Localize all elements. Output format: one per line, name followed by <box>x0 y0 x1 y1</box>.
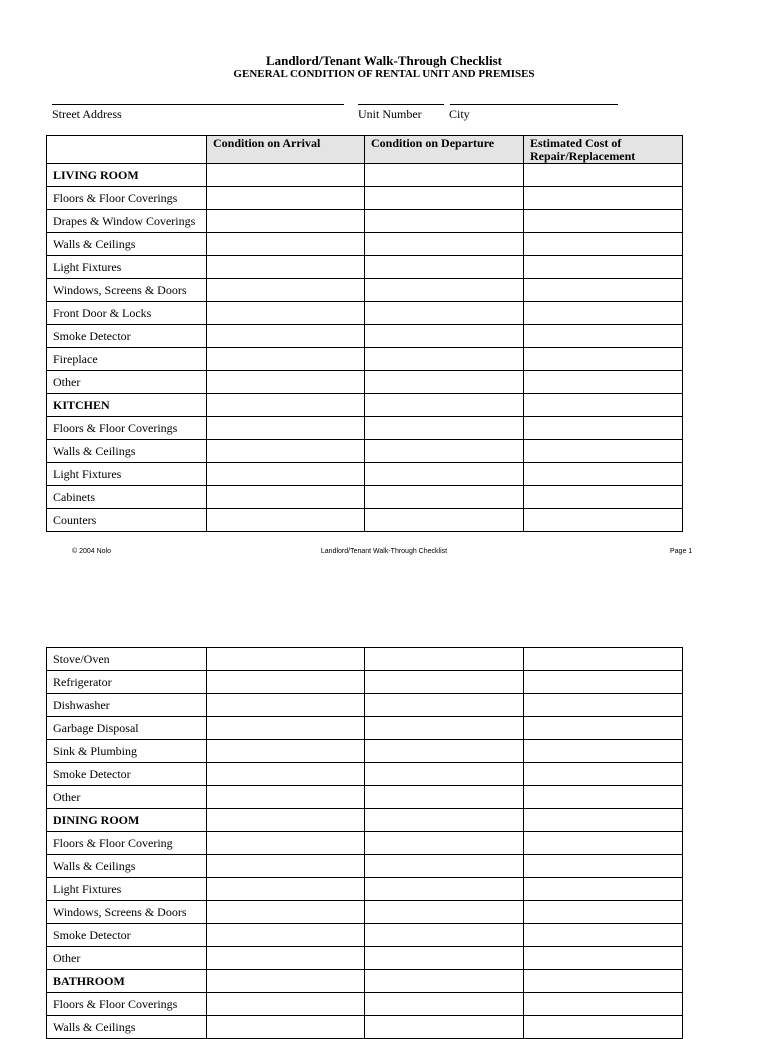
item-label: Floors & Floor Coverings <box>47 417 207 440</box>
estimated-cost-cell[interactable] <box>524 210 683 233</box>
estimated-cost-cell[interactable] <box>524 164 683 187</box>
header-room-cell <box>47 136 207 164</box>
table-row <box>47 924 683 947</box>
city-label: City <box>449 107 470 121</box>
section-row <box>47 809 683 832</box>
condition-arrival-cell[interactable] <box>207 164 365 187</box>
estimated-cost-cell[interactable] <box>524 786 683 809</box>
estimated-cost-cell[interactable] <box>524 463 683 486</box>
condition-arrival-cell[interactable] <box>207 302 365 325</box>
item-label: Smoke Detector <box>47 763 207 786</box>
section-heading: KITCHEN <box>47 394 207 417</box>
estimated-cost-cell[interactable] <box>524 648 683 671</box>
table-row <box>47 1016 683 1039</box>
estimated-cost-cell[interactable] <box>524 233 683 256</box>
condition-arrival-cell[interactable] <box>207 486 365 509</box>
table-row <box>47 256 683 279</box>
item-label: Floors & Floor Coverings <box>47 187 207 210</box>
condition-arrival-cell[interactable] <box>207 233 365 256</box>
item-label: Front Door & Locks <box>47 302 207 325</box>
condition-arrival-cell[interactable] <box>207 740 365 763</box>
estimated-cost-cell[interactable] <box>524 763 683 786</box>
item-label: Fireplace <box>47 348 207 371</box>
item-label: Light Fixtures <box>47 878 207 901</box>
condition-departure-cell[interactable] <box>365 509 524 532</box>
checklist-table-page-2 <box>46 647 683 1039</box>
table-row <box>47 763 683 786</box>
condition-departure-cell[interactable] <box>365 694 524 717</box>
condition-departure-cell[interactable] <box>365 947 524 970</box>
item-label: Windows, Screens & Doors <box>47 279 207 302</box>
condition-departure-cell[interactable] <box>365 394 524 417</box>
estimated-cost-cell[interactable] <box>524 717 683 740</box>
table-row <box>47 855 683 878</box>
condition-departure-cell[interactable] <box>365 256 524 279</box>
estimated-cost-cell[interactable] <box>524 694 683 717</box>
table-row <box>47 740 683 763</box>
condition-arrival-cell[interactable] <box>207 325 365 348</box>
condition-arrival-cell[interactable] <box>207 256 365 279</box>
item-label: Cabinets <box>47 486 207 509</box>
item-label: Dishwasher <box>47 694 207 717</box>
estimated-cost-cell[interactable] <box>524 256 683 279</box>
header-estimated-cost: Estimated Cost of Repair/Replacement <box>524 136 683 164</box>
table-row <box>47 786 683 809</box>
condition-departure-cell[interactable] <box>365 440 524 463</box>
street-address-line[interactable] <box>52 104 344 105</box>
table-row <box>47 717 683 740</box>
condition-arrival-cell[interactable] <box>207 1016 365 1039</box>
condition-departure-cell[interactable] <box>365 325 524 348</box>
footer-page-number: Page 1 <box>670 548 693 555</box>
condition-departure-cell[interactable] <box>365 832 524 855</box>
item-label: Counters <box>47 509 207 532</box>
condition-arrival-cell[interactable] <box>207 763 365 786</box>
estimated-cost-cell[interactable] <box>524 348 683 371</box>
item-label: Garbage Disposal <box>47 717 207 740</box>
section-heading: DINING ROOM <box>47 809 207 832</box>
estimated-cost-cell[interactable] <box>524 440 683 463</box>
condition-departure-cell[interactable] <box>365 417 524 440</box>
condition-arrival-cell[interactable] <box>207 187 365 210</box>
condition-departure-cell[interactable] <box>365 463 524 486</box>
estimated-cost-cell[interactable] <box>524 302 683 325</box>
condition-departure-cell[interactable] <box>365 486 524 509</box>
table-row <box>47 509 683 532</box>
condition-departure-cell[interactable] <box>365 924 524 947</box>
condition-arrival-cell[interactable] <box>207 809 365 832</box>
condition-departure-cell[interactable] <box>365 348 524 371</box>
table-row <box>47 694 683 717</box>
estimated-cost-cell[interactable] <box>524 924 683 947</box>
estimated-cost-cell[interactable] <box>524 279 683 302</box>
item-label: Other <box>47 786 207 809</box>
table-row <box>47 486 683 509</box>
condition-arrival-cell[interactable] <box>207 279 365 302</box>
unit-number-label: Unit Number <box>358 107 422 121</box>
table-row <box>47 371 683 394</box>
condition-arrival-cell[interactable] <box>207 924 365 947</box>
section-heading: LIVING ROOM <box>47 164 207 187</box>
condition-departure-cell[interactable] <box>365 993 524 1016</box>
table-row <box>47 348 683 371</box>
estimated-cost-cell[interactable] <box>524 832 683 855</box>
condition-departure-cell[interactable] <box>365 855 524 878</box>
section-heading: BATHROOM <box>47 970 207 993</box>
estimated-cost-cell[interactable] <box>524 970 683 993</box>
footer-copyright: © 2004 Nolo <box>72 548 112 555</box>
item-label: Drapes & Window Coverings <box>47 210 207 233</box>
estimated-cost-cell[interactable] <box>524 947 683 970</box>
table-row <box>47 210 683 233</box>
condition-arrival-cell[interactable] <box>207 993 365 1016</box>
item-label: Floors & Floor Covering <box>47 832 207 855</box>
table-row <box>47 993 683 1016</box>
item-label: Smoke Detector <box>47 924 207 947</box>
estimated-cost-cell[interactable] <box>524 417 683 440</box>
condition-departure-cell[interactable] <box>365 187 524 210</box>
condition-arrival-cell[interactable] <box>207 463 365 486</box>
estimated-cost-cell[interactable] <box>524 371 683 394</box>
condition-arrival-cell[interactable] <box>207 855 365 878</box>
table-row <box>47 878 683 901</box>
checklist-rows-page-1 <box>47 164 683 532</box>
item-label: Smoke Detector <box>47 325 207 348</box>
condition-departure-cell[interactable] <box>365 648 524 671</box>
header-condition-arrival: Condition on Arrival <box>207 136 365 164</box>
estimated-cost-cell[interactable] <box>524 1016 683 1039</box>
condition-departure-cell[interactable] <box>365 1016 524 1039</box>
table-row <box>47 832 683 855</box>
estimated-cost-cell[interactable] <box>524 187 683 210</box>
item-label: Walls & Ceilings <box>47 440 207 463</box>
table-row <box>47 440 683 463</box>
section-row <box>47 394 683 417</box>
item-label: Walls & Ceilings <box>47 233 207 256</box>
city-line[interactable] <box>450 104 618 105</box>
condition-arrival-cell[interactable] <box>207 648 365 671</box>
table-row <box>47 325 683 348</box>
item-label: Sink & Plumbing <box>47 740 207 763</box>
estimated-cost-cell[interactable] <box>524 325 683 348</box>
condition-arrival-cell[interactable] <box>207 694 365 717</box>
condition-arrival-cell[interactable] <box>207 394 365 417</box>
checklist-rows-page-2 <box>47 648 683 1039</box>
condition-arrival-cell[interactable] <box>207 878 365 901</box>
table-row <box>47 648 683 671</box>
checklist-table-page-1 <box>46 135 683 532</box>
condition-departure-cell[interactable] <box>365 302 524 325</box>
footer-title: Landlord/Tenant Walk-Through Checklist <box>320 548 448 555</box>
unit-number-line[interactable] <box>358 104 444 105</box>
table-row <box>47 671 683 694</box>
estimated-cost-cell[interactable] <box>524 878 683 901</box>
table-header-row <box>47 136 683 164</box>
condition-arrival-cell[interactable] <box>207 210 365 233</box>
page-subtitle: GENERAL CONDITION OF RENTAL UNIT AND PREMISES <box>233 68 535 80</box>
table-row <box>47 233 683 256</box>
estimated-cost-cell[interactable] <box>524 509 683 532</box>
condition-departure-cell[interactable] <box>365 786 524 809</box>
condition-arrival-cell[interactable] <box>207 509 365 532</box>
condition-arrival-cell[interactable] <box>207 440 365 463</box>
condition-departure-cell[interactable] <box>365 809 524 832</box>
section-row <box>47 970 683 993</box>
item-label: Light Fixtures <box>47 256 207 279</box>
header-condition-departure: Condition on Departure <box>365 136 524 164</box>
estimated-cost-cell[interactable] <box>524 901 683 924</box>
estimated-cost-cell[interactable] <box>524 394 683 417</box>
condition-arrival-cell[interactable] <box>207 901 365 924</box>
condition-arrival-cell[interactable] <box>207 970 365 993</box>
condition-departure-cell[interactable] <box>365 740 524 763</box>
condition-departure-cell[interactable] <box>365 901 524 924</box>
table-row <box>47 302 683 325</box>
condition-departure-cell[interactable] <box>365 970 524 993</box>
table-row <box>47 947 683 970</box>
condition-departure-cell[interactable] <box>365 371 524 394</box>
item-label: Stove/Oven <box>47 648 207 671</box>
condition-departure-cell[interactable] <box>365 717 524 740</box>
estimated-cost-cell[interactable] <box>524 993 683 1016</box>
condition-departure-cell[interactable] <box>365 763 524 786</box>
item-label: Light Fixtures <box>47 463 207 486</box>
estimated-cost-cell[interactable] <box>524 671 683 694</box>
item-label: Refrigerator <box>47 671 207 694</box>
condition-departure-cell[interactable] <box>365 210 524 233</box>
estimated-cost-cell[interactable] <box>524 855 683 878</box>
estimated-cost-cell[interactable] <box>524 740 683 763</box>
condition-departure-cell[interactable] <box>365 164 524 187</box>
street-address-label: Street Address <box>52 107 122 121</box>
item-label: Walls & Ceilings <box>47 855 207 878</box>
condition-arrival-cell[interactable] <box>207 947 365 970</box>
condition-departure-cell[interactable] <box>365 878 524 901</box>
table-row <box>47 187 683 210</box>
condition-arrival-cell[interactable] <box>207 717 365 740</box>
table-row <box>47 417 683 440</box>
item-label: Windows, Screens & Doors <box>47 901 207 924</box>
condition-departure-cell[interactable] <box>365 671 524 694</box>
condition-arrival-cell[interactable] <box>207 832 365 855</box>
page-title: Landlord/Tenant Walk-Through Checklist <box>265 53 502 68</box>
item-label: Floors & Floor Coverings <box>47 993 207 1016</box>
item-label: Walls & Ceilings <box>47 1016 207 1039</box>
condition-arrival-cell[interactable] <box>207 371 365 394</box>
table-row <box>47 901 683 924</box>
condition-departure-cell[interactable] <box>365 233 524 256</box>
condition-arrival-cell[interactable] <box>207 348 365 371</box>
item-label: Other <box>47 371 207 394</box>
estimated-cost-cell[interactable] <box>524 809 683 832</box>
condition-departure-cell[interactable] <box>365 279 524 302</box>
table-row <box>47 463 683 486</box>
condition-arrival-cell[interactable] <box>207 417 365 440</box>
estimated-cost-cell[interactable] <box>524 486 683 509</box>
condition-arrival-cell[interactable] <box>207 786 365 809</box>
condition-arrival-cell[interactable] <box>207 671 365 694</box>
section-row <box>47 164 683 187</box>
item-label: Other <box>47 947 207 970</box>
table-row <box>47 279 683 302</box>
